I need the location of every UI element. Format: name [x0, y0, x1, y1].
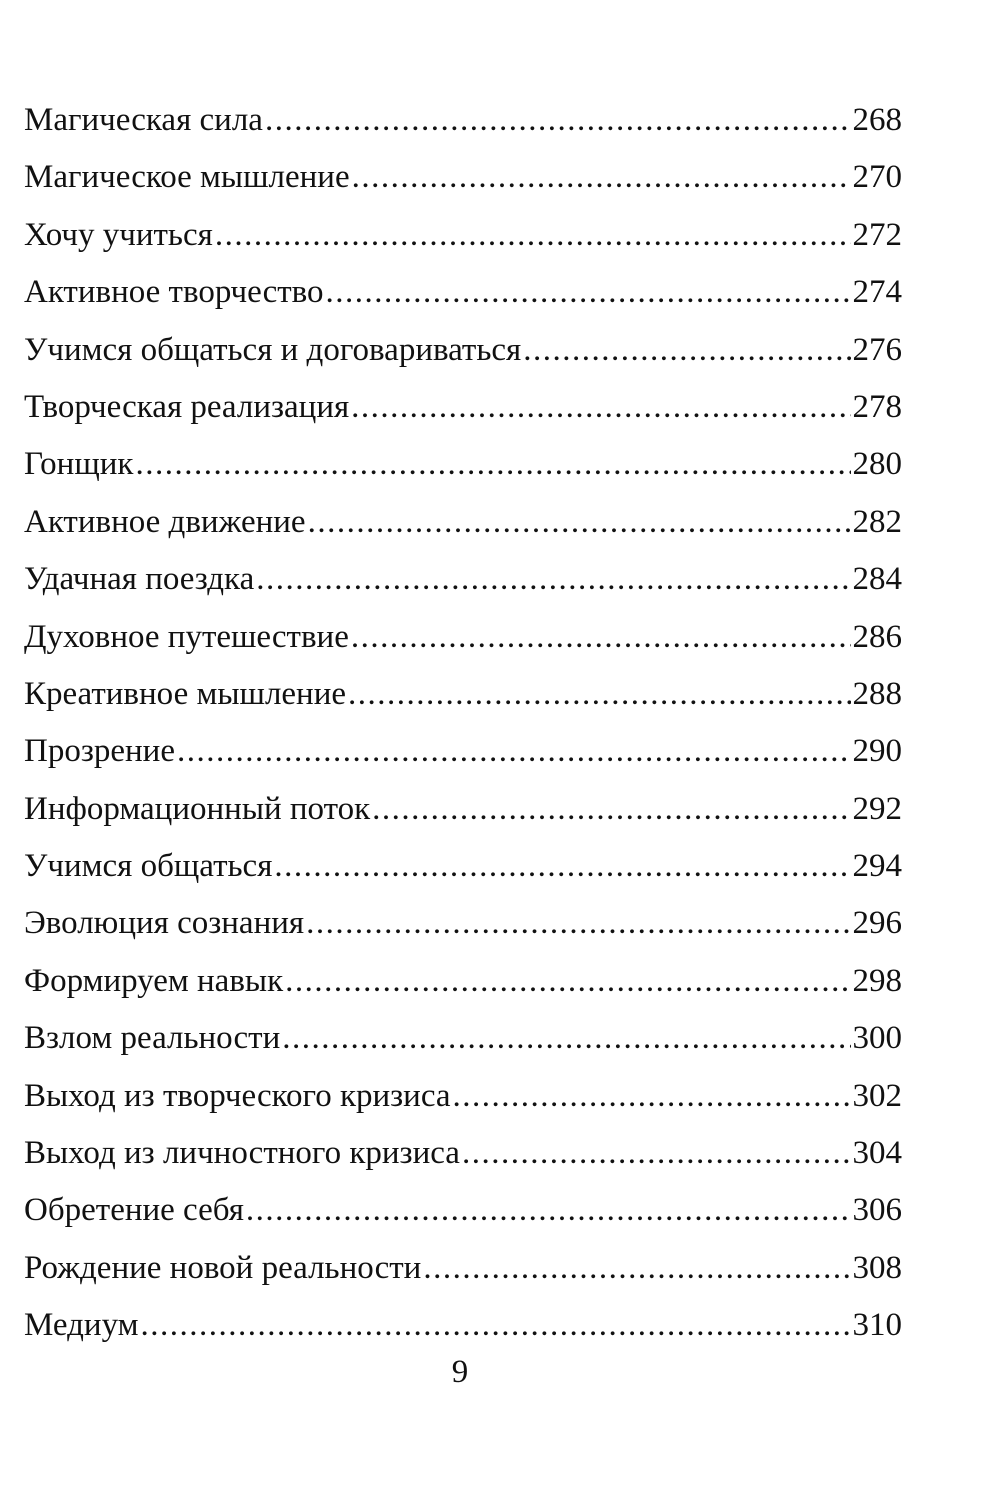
- toc-entry-page: 308: [852, 1249, 902, 1286]
- toc-entry-page: 276: [852, 331, 902, 368]
- toc-dot-leader: [326, 264, 851, 321]
- toc-entry-page: 284: [852, 561, 902, 598]
- toc-entry[interactable]: [24, 322, 902, 379]
- toc-entry[interactable]: [24, 1240, 902, 1297]
- toc-entry-title: Учимся общаться и договариваться: [24, 331, 522, 368]
- toc-entry[interactable]: [24, 1068, 902, 1125]
- toc-entry-page: 268: [852, 102, 902, 138]
- toc-dot-leader: [351, 609, 851, 666]
- toc-entry-title: Медиум: [24, 1307, 139, 1344]
- toc-entry-title: Духовное путешествие: [24, 618, 349, 655]
- toc-entry-page: 310: [852, 1307, 902, 1344]
- toc-dot-leader: [246, 1182, 851, 1239]
- toc-entry[interactable]: [24, 149, 902, 206]
- toc-entry[interactable]: [24, 207, 902, 264]
- toc-dot-leader: [177, 723, 851, 780]
- toc-dot-leader: [523, 322, 850, 379]
- toc-dot-leader: [265, 92, 851, 149]
- toc-dot-leader: [423, 1240, 850, 1297]
- toc-entry-title: Выход из творческого кризиса: [24, 1077, 451, 1114]
- toc-entry-page: 306: [852, 1192, 902, 1229]
- toc-dot-leader: [135, 436, 850, 493]
- toc-entry-page: 298: [852, 962, 902, 999]
- toc-dot-leader: [141, 1297, 851, 1354]
- toc-dot-leader: [285, 953, 850, 1010]
- toc-entry[interactable]: [24, 1125, 902, 1182]
- toc-dot-leader: [453, 1068, 851, 1125]
- toc-entry-title: Креативное мышление: [24, 675, 347, 712]
- table-of-contents: [24, 92, 902, 1355]
- toc-entry[interactable]: [24, 1010, 902, 1067]
- toc-entry-page: 292: [852, 790, 902, 827]
- toc-dot-leader: [215, 207, 851, 264]
- toc-dot-leader: [462, 1125, 851, 1182]
- toc-entry[interactable]: [24, 953, 902, 1010]
- toc-entry-page: 270: [852, 159, 902, 196]
- toc-entry[interactable]: [24, 666, 902, 723]
- toc-dot-leader: [274, 838, 850, 895]
- toc-entry[interactable]: [24, 723, 902, 780]
- toc-entry[interactable]: [24, 436, 902, 493]
- toc-entry-title: Формируем навык: [24, 962, 284, 999]
- toc-dot-leader: [372, 781, 850, 838]
- page-number: 9: [451, 1354, 469, 1390]
- toc-dot-leader: [348, 666, 850, 723]
- toc-entry-page: 282: [852, 503, 902, 540]
- toc-entry-title: Магическая сила: [24, 102, 263, 138]
- toc-entry-title: Удачная поездка: [24, 561, 255, 598]
- toc-entry[interactable]: [24, 92, 902, 149]
- toc-entry-page: 274: [852, 274, 902, 311]
- toc-entry-page: 278: [852, 388, 902, 425]
- toc-entry-title: Учимся общаться: [24, 848, 273, 885]
- toc-dot-leader: [308, 494, 851, 551]
- toc-entry-page: 286: [852, 618, 902, 655]
- toc-dot-leader: [306, 895, 850, 952]
- toc-entry-page: 294: [852, 848, 902, 885]
- toc-entry[interactable]: [24, 609, 902, 666]
- toc-entry-title: Активное движение: [24, 503, 306, 540]
- toc-entry-title: Магическое мышление: [24, 159, 350, 196]
- toc-entry-title: Творческая реализация: [24, 388, 350, 425]
- toc-entry[interactable]: [24, 1182, 902, 1239]
- toc-entry-title: Гонщик: [24, 446, 134, 483]
- toc-entry[interactable]: [24, 1297, 902, 1354]
- toc-entry-page: 288: [852, 675, 902, 712]
- toc-entry[interactable]: [24, 781, 902, 838]
- toc-dot-leader: [351, 379, 850, 436]
- toc-entry[interactable]: [24, 264, 902, 321]
- toc-entry[interactable]: [24, 838, 902, 895]
- toc-entry-page: 300: [852, 1020, 902, 1057]
- toc-entry[interactable]: [24, 494, 902, 551]
- toc-entry[interactable]: [24, 551, 902, 608]
- toc-entry[interactable]: [24, 895, 902, 952]
- toc-entry-title: Информационный поток: [24, 790, 371, 827]
- toc-dot-leader: [282, 1010, 850, 1067]
- toc-entry-title: Хочу учиться: [24, 216, 213, 253]
- toc-entry-title: Рождение новой реальности: [24, 1249, 422, 1286]
- toc-dot-leader: [256, 551, 850, 608]
- toc-dot-leader: [352, 149, 851, 206]
- toc-entry-title: Эволюция сознания: [24, 905, 305, 942]
- toc-entry-page: 304: [852, 1135, 902, 1172]
- toc-entry-page: 302: [852, 1077, 902, 1114]
- toc-entry-page: 290: [852, 733, 902, 770]
- toc-entry-page: 296: [852, 905, 902, 942]
- toc-entry-page: 280: [852, 446, 902, 483]
- toc-entry[interactable]: [24, 379, 902, 436]
- toc-entry-title: Прозрение: [24, 733, 175, 770]
- toc-entry-title: Обретение себя: [24, 1192, 244, 1229]
- toc-entry-page: 272: [852, 216, 902, 253]
- toc-entry-title: Выход из личностного кризиса: [24, 1135, 460, 1172]
- toc-entry-title: Взлом реальности: [24, 1020, 281, 1057]
- toc-entry-title: Активное творчество: [24, 274, 324, 311]
